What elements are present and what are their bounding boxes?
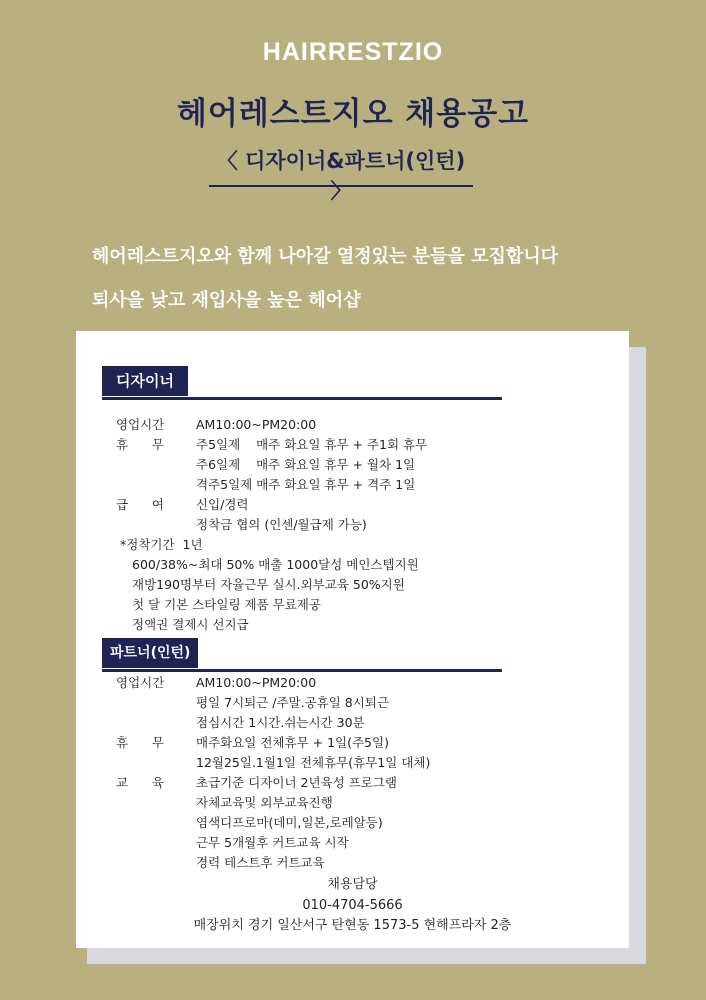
designer-holiday-label: 휴 무	[116, 437, 164, 452]
page-title: 헤어레스트지오 채용공고	[176, 96, 530, 132]
designer-hours-label: 영업시간	[116, 417, 165, 432]
designer-underline	[102, 397, 502, 400]
partner-education-4: 근무 5개월후 커트교육 시작	[196, 835, 349, 850]
partner-heading: 파트너(인턴)	[102, 638, 198, 668]
partner-hours-1: AM10:00~PM20:00	[196, 675, 317, 690]
designer-holiday-1: 주5일제 매주 화요일 휴무 + 주1회 휴무	[196, 437, 428, 452]
partner-hours-label: 영업시간	[116, 675, 165, 690]
designer-note-3: 재방190명부터 자율근무 실시.외부교육 50%지원	[132, 577, 405, 592]
store-address: 매장위치 경기 일산서구 탄현동 1573-5 현해프라자 2층	[193, 918, 512, 933]
designer-salary-1: 신입/경력	[196, 497, 249, 512]
contact-phone: 010-4704-5666	[302, 898, 403, 913]
partner-education-3: 염색디프로마(데미,일본,로레알등)	[196, 815, 383, 830]
designer-holiday-2: 주6일제 매주 화요일 휴무 + 월차 1일	[196, 457, 416, 472]
partner-hours-2: 평일 7시퇴근 /주말.공휴일 8시퇴근	[196, 695, 389, 710]
partner-hours-3: 점심시간 1시간.쉬는시간 30분	[196, 715, 365, 730]
recruitment-card	[76, 331, 629, 948]
page-subtitle: 〈 디자이너&파트너(인턴) 〉	[209, 145, 473, 187]
designer-note-2: 600/38%~최대 50% 매출 1000달성 메인스텝지원	[132, 557, 419, 572]
brand-name: HAIRRESTZIO	[262, 38, 444, 66]
designer-note-5: 정액권 결제시 선지급	[132, 617, 249, 632]
partner-holiday-2: 12월25일.1월1일 전체휴무(휴무1일 대체)	[196, 755, 431, 770]
partner-underline	[102, 669, 502, 672]
partner-education-label: 교 육	[116, 775, 164, 790]
designer-note-4: 첫 달 기본 스타일링 제품 무료제공	[132, 597, 321, 612]
partner-holiday-1: 매주화요일 전체휴무 + 1일(주5일)	[196, 735, 389, 750]
intro-line-1: 헤어레스트지오와 함께 나아갈 열정있는 분들을 모집합니다	[92, 246, 559, 267]
partner-education-2: 자체교육및 외부교육진행	[196, 795, 333, 810]
designer-salary-label: 급 여	[116, 497, 164, 512]
designer-salary-2: 정착금 협의 (인센/월급제 가능)	[196, 517, 367, 532]
partner-education-1: 초급기준 디자이너 2년육성 프로그램	[196, 775, 397, 790]
partner-education-5: 경력 테스트후 커트교육	[196, 855, 325, 870]
designer-hours: AM10:00~PM20:00	[196, 417, 317, 432]
contact-label: 채용담당	[327, 877, 378, 892]
designer-heading: 디자이너	[102, 366, 188, 396]
designer-holiday-3: 격주5일제 매주 화요일 휴무 + 격주 1일	[196, 477, 416, 492]
partner-holiday-label: 휴 무	[116, 735, 164, 750]
designer-note-1: *정착기간 1년	[120, 537, 203, 552]
intro-line-2: 퇴사을 낮고 재입사을 높은 헤어샵	[92, 290, 361, 311]
